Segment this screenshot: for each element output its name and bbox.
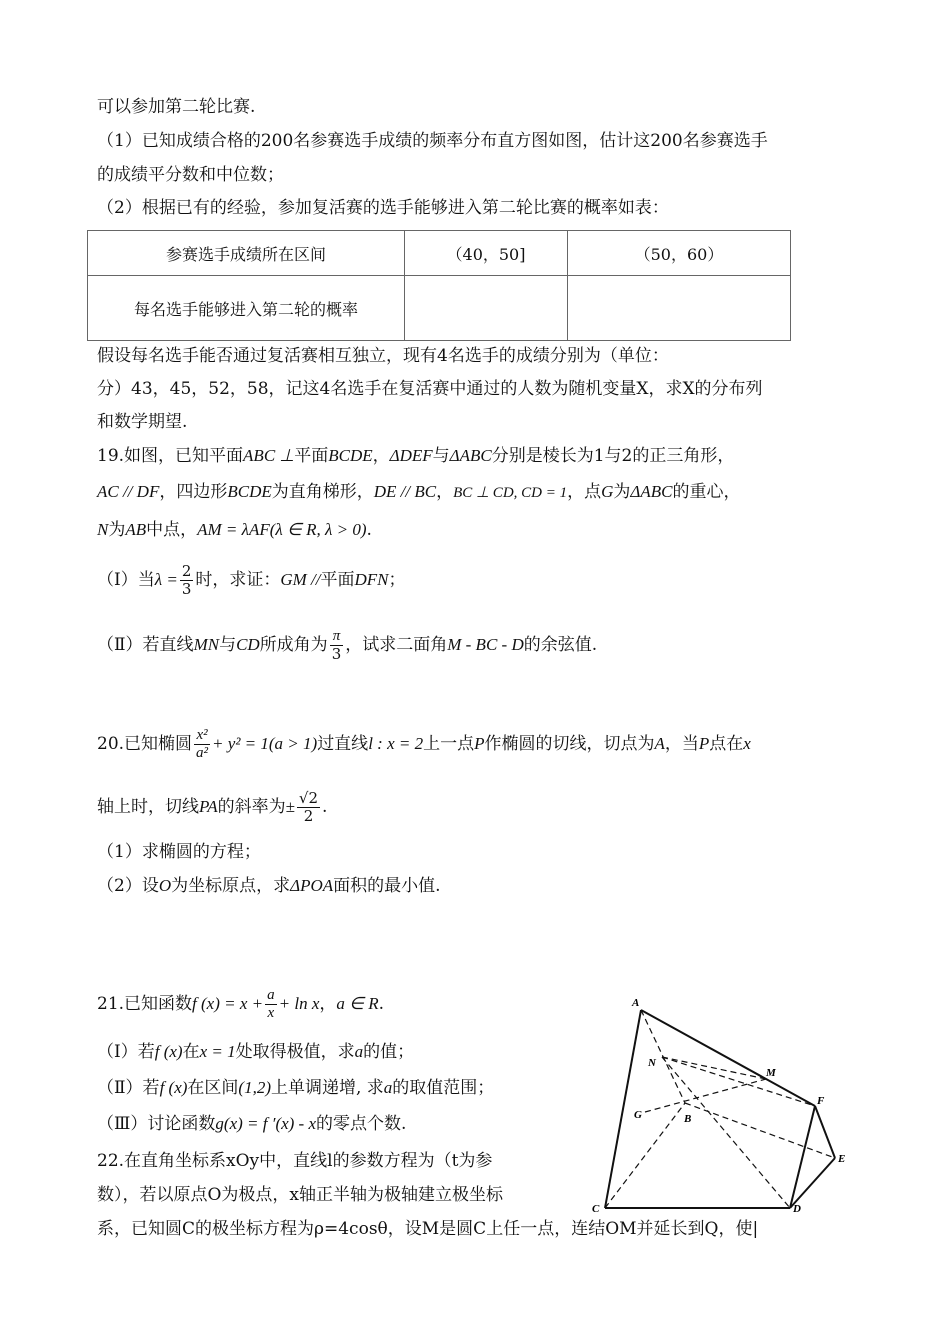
- q22-line3: 系，已知圆C的极坐标方程为ρ=4cosθ，设M是圆C上任一点，连结OM并延长到Q，使|: [97, 1219, 759, 1239]
- q19-line3: [97, 519, 372, 541]
- math: f (x): [159, 1078, 188, 1097]
- math: f (x): [154, 1042, 183, 1061]
- numerator: √2: [298, 789, 319, 807]
- q22-line1: 22.在直角坐标系xOy中，直线l的参数方程为（t为参: [97, 1151, 493, 1171]
- text: 为: [613, 482, 631, 502]
- math: (1,2): [238, 1078, 271, 1097]
- table-cell: [405, 276, 568, 341]
- label-F: F: [817, 1095, 825, 1107]
- math: PA: [199, 797, 218, 816]
- q21-part2: [97, 1077, 494, 1099]
- text: ，试求二面角: [345, 635, 448, 655]
- label-E: E: [838, 1153, 846, 1165]
- text: 的重心，: [672, 482, 741, 502]
- q19-line2: [97, 481, 740, 504]
- text-line: （1）已知成绩合格的200名参赛选手成绩的频率分布直方图如图，估计这200名参赛选手: [97, 131, 768, 151]
- text-line: 的成绩平分数和中位数；: [97, 165, 284, 185]
- text: （Ⅰ）当: [97, 570, 155, 590]
- numerator: 2: [181, 562, 192, 580]
- math: BC ⊥ CD, CD = 1: [453, 485, 568, 501]
- text: 上单调递增, 求: [270, 1078, 384, 1098]
- text: 平面: [294, 446, 329, 466]
- q19-part1: [97, 563, 406, 598]
- fraction: [265, 987, 277, 1022]
- text: （Ⅲ）讨论函数: [97, 1114, 216, 1134]
- math: CD: [236, 635, 260, 654]
- math: g(x) = f ′(x) - x: [215, 1114, 317, 1133]
- math: DFN: [354, 570, 389, 589]
- math: + ln x: [278, 994, 320, 1013]
- text: ；: [388, 570, 406, 590]
- denominator: 2: [303, 807, 314, 825]
- text: 与: [432, 446, 450, 466]
- text: 为: [108, 520, 126, 540]
- text-line: 假设每名选手能否通过复活赛相互独立，现有4名选手的成绩分别为（单位：: [97, 346, 669, 366]
- denominator: x: [267, 1005, 275, 1021]
- denominator: 3: [181, 580, 192, 598]
- label-B: B: [684, 1113, 692, 1125]
- q20-sub2: [97, 875, 441, 897]
- text: 面积的最小值.: [333, 876, 441, 896]
- table-row: [88, 231, 791, 276]
- math: x: [743, 734, 751, 753]
- label-A: A: [632, 997, 640, 1009]
- fraction: [194, 727, 210, 762]
- math: BCDE: [328, 446, 373, 465]
- text: 的值；: [363, 1042, 415, 1062]
- text: 在: [182, 1042, 200, 1062]
- denominator: 3: [331, 645, 342, 663]
- q21-part3: [97, 1113, 406, 1135]
- math: AC // DF: [97, 482, 160, 501]
- math: GM //: [280, 570, 321, 589]
- text: 20.已知椭圆: [97, 734, 193, 754]
- text: ，: [436, 482, 454, 502]
- text: 的取值范围；: [392, 1078, 495, 1098]
- text: 21.已知函数: [97, 994, 193, 1014]
- math: BCDE: [227, 482, 272, 501]
- q20-line2: [97, 790, 327, 825]
- q20-sub1: （1）求椭圆的方程；: [97, 842, 261, 862]
- text: 上一点: [423, 734, 475, 754]
- text: 轴上时，切线: [97, 797, 199, 817]
- math: + y² = 1(a > 1): [212, 734, 318, 753]
- text: 过直线: [317, 734, 369, 754]
- math: ±: [285, 797, 295, 816]
- q21-part1: [97, 1041, 414, 1063]
- geometry-figure: [590, 992, 860, 1222]
- fraction: [330, 628, 344, 663]
- text: 的零点个数.: [316, 1114, 407, 1134]
- text: （Ⅱ）若: [97, 1078, 160, 1098]
- text: 19.如图，已知平面: [97, 446, 244, 466]
- label-G: G: [634, 1109, 642, 1121]
- math: M - BC - D: [447, 635, 524, 654]
- math: G: [601, 482, 614, 501]
- math: λ =: [154, 570, 178, 589]
- text-line: （2）根据已有的经验，参加复活赛的选手能够进入第二轮比赛的概率如表：: [97, 198, 669, 218]
- numerator: x²: [194, 727, 210, 745]
- text: 点在: [709, 734, 744, 754]
- math: ABC ⊥: [243, 446, 295, 465]
- text: 时，求证：: [195, 570, 281, 590]
- q21-line1: [97, 987, 384, 1022]
- text: 为坐标原点，求: [171, 876, 291, 896]
- text: 在区间: [187, 1078, 239, 1098]
- q20-line1: [97, 727, 751, 762]
- text: 平面: [320, 570, 355, 590]
- q22-line2: 数），若以原点O为极点，x轴正半轴为极轴建立极坐标: [97, 1185, 504, 1205]
- text: ，四边形: [159, 482, 228, 502]
- edge-CB: [605, 1103, 685, 1208]
- text: .: [378, 994, 384, 1014]
- text: 与: [219, 635, 237, 655]
- math: P: [698, 734, 710, 753]
- text: ，当: [664, 734, 699, 754]
- text: （Ⅰ）若: [97, 1042, 155, 1062]
- text: 所成角为: [259, 635, 328, 655]
- label-D: D: [793, 1203, 801, 1215]
- math: ΔABC: [449, 446, 492, 465]
- table-cell: 参赛选手成绩所在区间: [88, 231, 405, 276]
- text: ，: [372, 446, 390, 466]
- math: f (x) = x +: [192, 994, 264, 1013]
- numerator: a: [267, 987, 275, 1003]
- text: 分别是棱长为1与2的正三角形，: [491, 446, 735, 466]
- text-line: 可以参加第二轮比赛.: [97, 97, 256, 117]
- denominator: a²: [196, 745, 209, 761]
- math: O: [158, 876, 172, 895]
- fraction: [180, 563, 194, 598]
- math: ΔPOA: [290, 876, 334, 895]
- q19-line1: [97, 445, 734, 467]
- edge-FE: [815, 1106, 835, 1158]
- label-N: N: [648, 1057, 656, 1069]
- math: ΔDEF: [389, 446, 433, 465]
- math: ΔABC: [630, 482, 673, 501]
- table-row: [88, 276, 791, 341]
- probability-table: [87, 230, 791, 341]
- text: 作椭圆的切线，切点为: [484, 734, 655, 754]
- math: N: [97, 520, 109, 539]
- text: ，: [319, 994, 337, 1014]
- table-cell: （40，50]: [405, 231, 568, 276]
- table-cell: [568, 276, 791, 341]
- numerator: π: [330, 628, 344, 646]
- text: 的斜率为: [217, 797, 286, 817]
- text: 中点，: [146, 520, 198, 540]
- math: MN: [193, 635, 220, 654]
- math: AM = λAF(λ ∈ R, λ > 0): [197, 520, 367, 539]
- math: A: [654, 734, 665, 753]
- text-line: 分）43，45，52，58，记这4名选手在复活赛中通过的人数为随机变量X，求X的分布列: [97, 379, 763, 399]
- math: DE // BC: [373, 482, 437, 501]
- math: l : x = 2: [368, 734, 424, 753]
- math: x = 1: [199, 1042, 236, 1061]
- label-C: C: [592, 1203, 600, 1215]
- table-cell: （50，60）: [568, 231, 791, 276]
- math: a ∈ R: [336, 994, 379, 1013]
- text: 的余弦值.: [523, 635, 598, 655]
- text-line: 和数学期望.: [97, 412, 188, 432]
- edge-GM: [645, 1079, 766, 1112]
- text: .: [366, 520, 372, 540]
- math: a: [354, 1042, 364, 1061]
- text: 为直角梯形，: [271, 482, 374, 502]
- label-M: M: [766, 1067, 776, 1079]
- math: AB: [125, 520, 147, 539]
- math: a: [383, 1078, 393, 1097]
- text: .: [322, 797, 328, 817]
- math: P: [474, 734, 485, 753]
- table-cell: 每名选手能够进入第二轮的概率: [88, 276, 405, 341]
- fraction: [297, 790, 320, 825]
- text: （2）设: [97, 876, 159, 896]
- edge-ND: [662, 1057, 790, 1208]
- text: 处取得极值，求: [235, 1042, 355, 1062]
- q19-part2: [97, 628, 597, 663]
- text: ，点: [567, 482, 602, 502]
- text: （Ⅱ）若直线: [97, 635, 194, 655]
